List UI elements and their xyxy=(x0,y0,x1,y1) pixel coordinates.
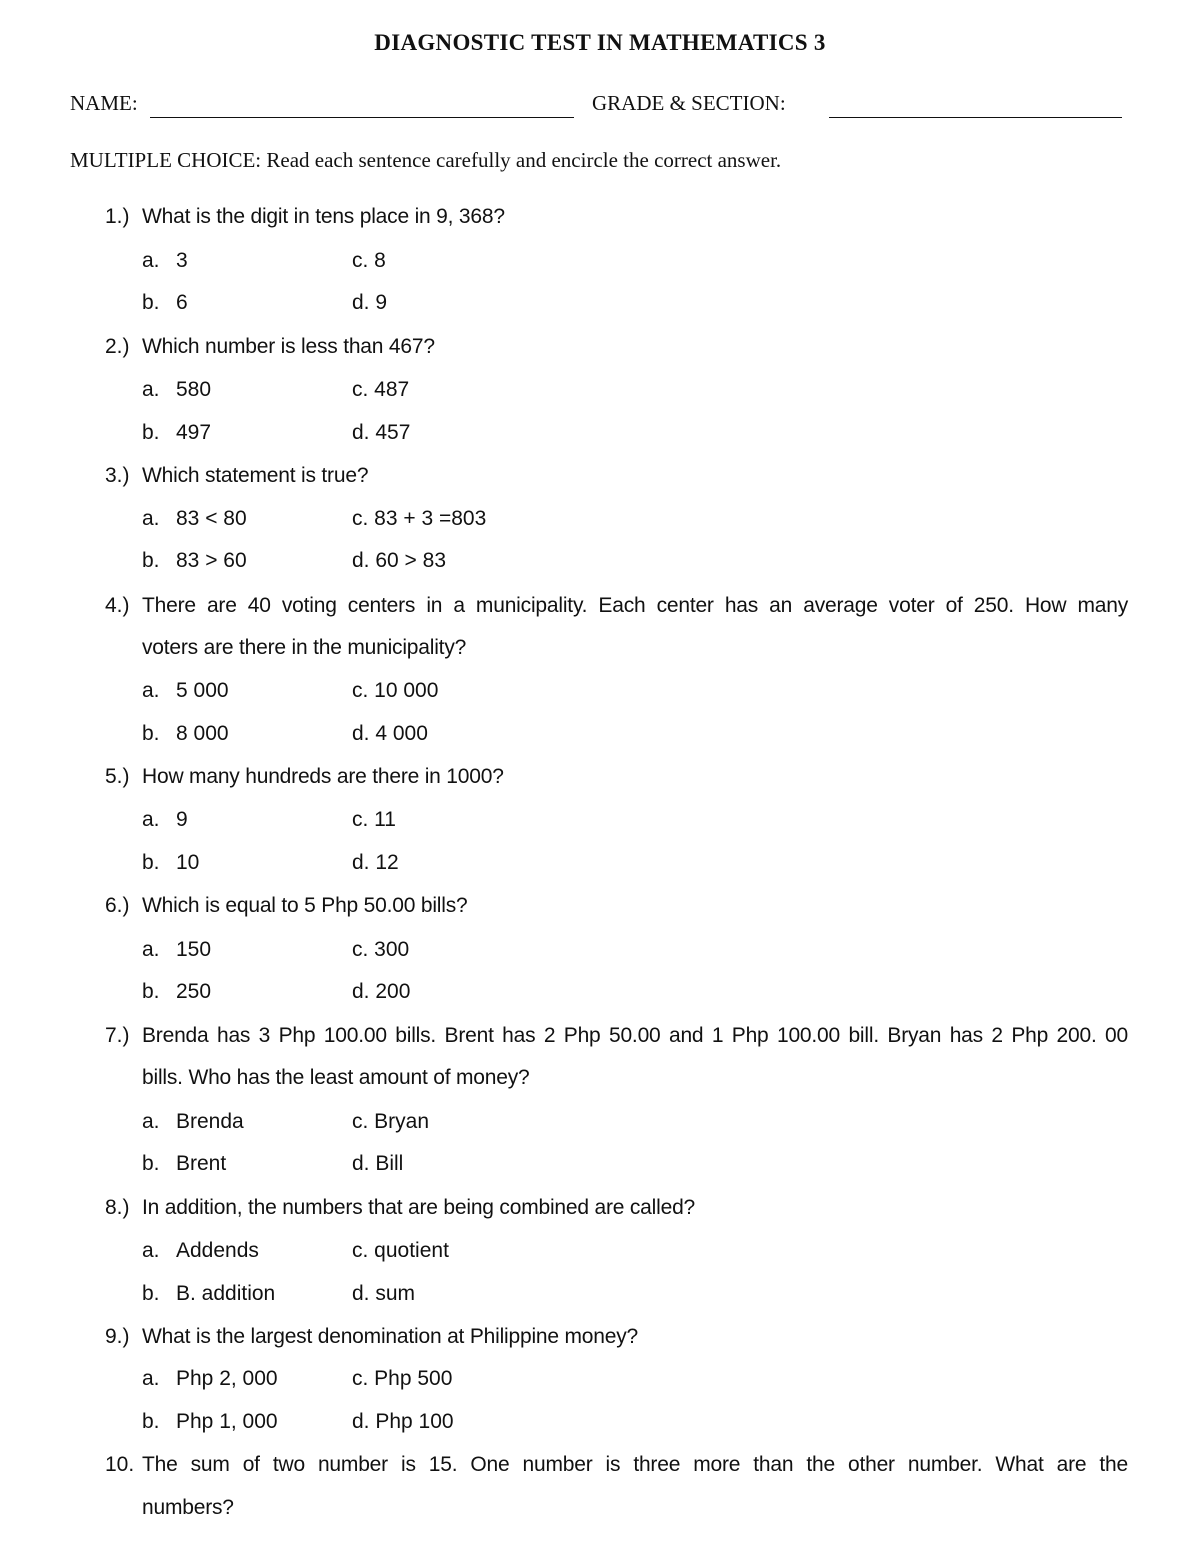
option-b-label: b. xyxy=(142,1152,160,1175)
option-c[interactable]: c. Bryan xyxy=(352,1110,430,1133)
grade-section-field-line[interactable] xyxy=(829,117,1122,118)
option-b[interactable]: 83 > 60 xyxy=(176,549,247,572)
option-b[interactable]: 497 xyxy=(176,421,212,444)
option-b-label: b. xyxy=(142,291,160,314)
question-number: 5.) xyxy=(105,765,130,788)
option-b-label: b. xyxy=(142,851,160,874)
question-text: What is the digit in tens place in 9, 368? xyxy=(142,205,505,228)
option-b-label: b. xyxy=(142,722,160,745)
option-c[interactable]: c. 11 xyxy=(352,808,396,831)
question-number: 3.) xyxy=(105,464,130,487)
option-a[interactable]: Php 2, 000 xyxy=(176,1367,278,1390)
option-d[interactable]: d. sum xyxy=(352,1282,416,1305)
option-b-label: b. xyxy=(142,980,160,1003)
option-b-label: b. xyxy=(142,421,160,444)
question-text-line-2: voters are there in the municipality? xyxy=(142,636,467,659)
question-text: Which number is less than 467? xyxy=(142,335,435,358)
option-b-label: b. xyxy=(142,1282,160,1305)
option-d[interactable]: d. 4 000 xyxy=(352,722,428,745)
option-c[interactable]: c. 300 xyxy=(352,938,410,961)
option-d[interactable]: d. 457 xyxy=(352,421,411,444)
option-b[interactable]: 8 000 xyxy=(176,722,229,745)
question-text-line-2: numbers? xyxy=(142,1496,234,1519)
option-b[interactable]: Brent xyxy=(176,1152,227,1175)
option-a[interactable]: 5 000 xyxy=(176,679,229,702)
option-a-label: a. xyxy=(142,1367,160,1390)
option-a[interactable]: Brenda xyxy=(176,1110,244,1133)
option-a-label: a. xyxy=(142,1239,160,1262)
question-text: What is the largest denomination at Philippine money? xyxy=(142,1325,639,1348)
option-a-label: a. xyxy=(142,679,160,702)
question-text: In addition, the numbers that are being combined are called? xyxy=(142,1196,696,1219)
question-number: 2.) xyxy=(105,335,130,358)
option-a-label: a. xyxy=(142,1110,160,1133)
question-text: Which is equal to 5 Php 50.00 bills? xyxy=(142,894,468,917)
option-c[interactable]: c. 8 xyxy=(352,249,386,272)
option-d[interactable]: d. Bill xyxy=(352,1152,404,1175)
question-text: How many hundreds are there in 1000? xyxy=(142,765,504,788)
option-c[interactable]: c. 83 + 3 =803 xyxy=(352,507,487,530)
question-number: 1.) xyxy=(105,205,130,228)
option-b[interactable]: 250 xyxy=(176,980,212,1003)
question-number: 7.) xyxy=(105,1024,130,1047)
option-a[interactable]: 9 xyxy=(176,808,188,831)
option-c[interactable]: c. Php 500 xyxy=(352,1367,453,1390)
option-d[interactable]: d. 12 xyxy=(352,851,399,874)
option-c[interactable]: c. 10 000 xyxy=(352,679,439,702)
option-c[interactable]: c. 487 xyxy=(352,378,410,401)
option-a-label: a. xyxy=(142,507,160,530)
option-c[interactable]: c. quotient xyxy=(352,1239,449,1262)
option-b[interactable]: 6 xyxy=(176,291,188,314)
option-d[interactable]: d. 200 xyxy=(352,980,411,1003)
option-a-label: a. xyxy=(142,938,160,961)
instructions: MULTIPLE CHOICE: Read each sentence carefully and encircle the correct answer. xyxy=(70,148,782,172)
question-number: 10. xyxy=(105,1453,135,1476)
question-number: 6.) xyxy=(105,894,130,917)
option-b-label: b. xyxy=(142,1410,160,1433)
question-number: 4.) xyxy=(105,594,130,617)
question-number: 9.) xyxy=(105,1325,130,1348)
option-d[interactable]: d. 9 xyxy=(352,291,388,314)
option-a[interactable]: 580 xyxy=(176,378,212,401)
option-a-label: a. xyxy=(142,808,160,831)
option-a-label: a. xyxy=(142,378,160,401)
grade-section-label: GRADE & SECTION: xyxy=(592,91,786,115)
question-text-line-1: Brenda has 3 Php 100.00 bills. Brent has 2 Php 50.00 and 1 Php 100.00 bill. Bryan has 2 Php 200. 00 xyxy=(142,1024,1128,1047)
page-title: DIAGNOSTIC TEST IN MATHEMATICS 3 xyxy=(374,30,826,55)
question-text-line-1: The sum of two number is 15. One number is three more than the other number. What are the xyxy=(142,1453,1128,1476)
option-b[interactable]: 10 xyxy=(176,851,200,874)
option-b[interactable]: B. addition xyxy=(176,1282,276,1305)
option-d[interactable]: d. 60 > 83 xyxy=(352,549,446,572)
option-a[interactable]: 83 < 80 xyxy=(176,507,247,530)
question-number: 8.) xyxy=(105,1196,130,1219)
question-text-line-2: bills. Who has the least amount of money? xyxy=(142,1066,530,1089)
option-a[interactable]: 150 xyxy=(176,938,212,961)
question-text: Which statement is true? xyxy=(142,464,369,487)
option-a-label: a. xyxy=(142,249,160,272)
name-field-line[interactable] xyxy=(150,117,574,118)
option-a[interactable]: 3 xyxy=(176,249,188,272)
name-label: NAME: xyxy=(70,91,138,115)
option-b-label: b. xyxy=(142,549,160,572)
option-b[interactable]: Php 1, 000 xyxy=(176,1410,278,1433)
question-text-line-1: There are 40 voting centers in a municipality. Each center has an average voter of 250. How many xyxy=(142,594,1128,617)
option-d[interactable]: d. Php 100 xyxy=(352,1410,454,1433)
option-a[interactable]: Addends xyxy=(176,1239,259,1262)
